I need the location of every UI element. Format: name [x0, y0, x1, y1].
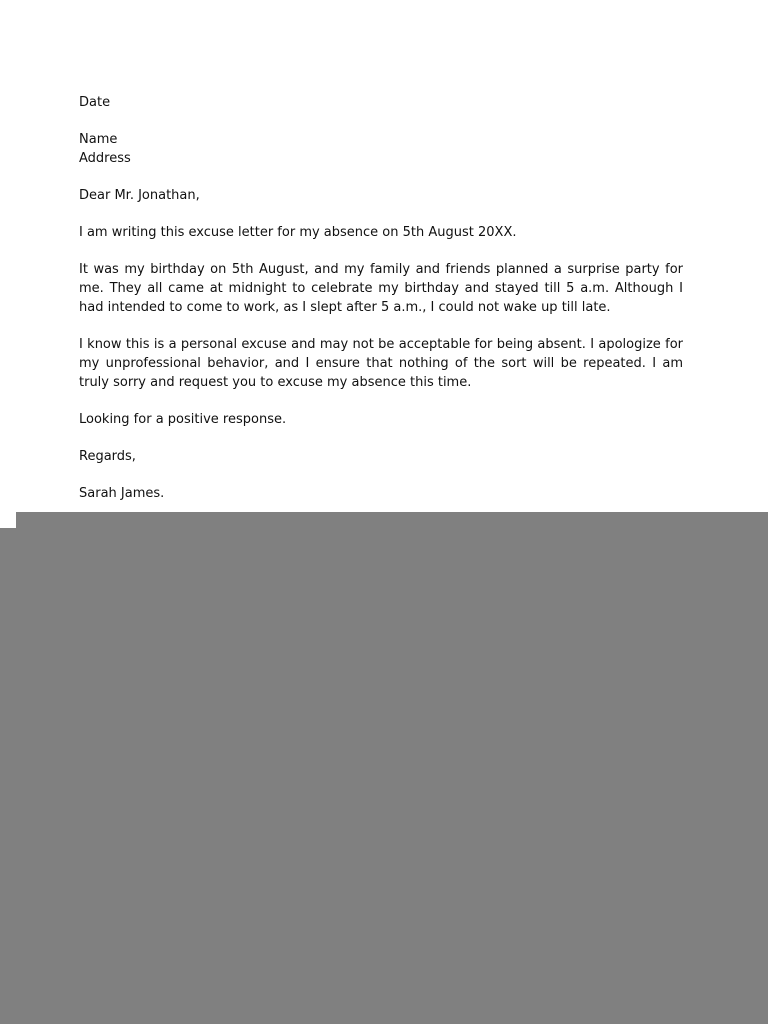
- paragraph-1: I am writing this excuse letter for my absence on 5th August 20XX.: [79, 225, 517, 240]
- recipient-name: Name: [79, 132, 118, 147]
- signature: Sarah James.: [79, 486, 165, 501]
- gray-overlay-panel: [16, 512, 768, 1024]
- paragraph-2: It was my birthday on 5th August, and my family and friends planned a surprise party for me. They all came at midnight to celebrate my birthday and stayed till 5 a.m. Although I had intended to come to work, as I slept after 5 a.m., I could not wake up till late.: [79, 262, 683, 315]
- regards: Regards,: [79, 449, 136, 464]
- recipient-address: Address: [79, 151, 131, 166]
- closing-line: Looking for a positive response.: [79, 412, 287, 427]
- paragraph-3: I know this is a personal excuse and may not be acceptable for being absent. I apologize for my unprofessional behavior, and I ensure that nothing of the sort will be repeated. I am truly sorry and request you to excuse my absence this time.: [79, 337, 683, 390]
- salutation: Dear Mr. Jonathan,: [79, 188, 200, 203]
- letter-date: Date: [79, 95, 111, 110]
- letter-body: [79, 93, 683, 503]
- gray-overlay-left-strip: [0, 528, 16, 1024]
